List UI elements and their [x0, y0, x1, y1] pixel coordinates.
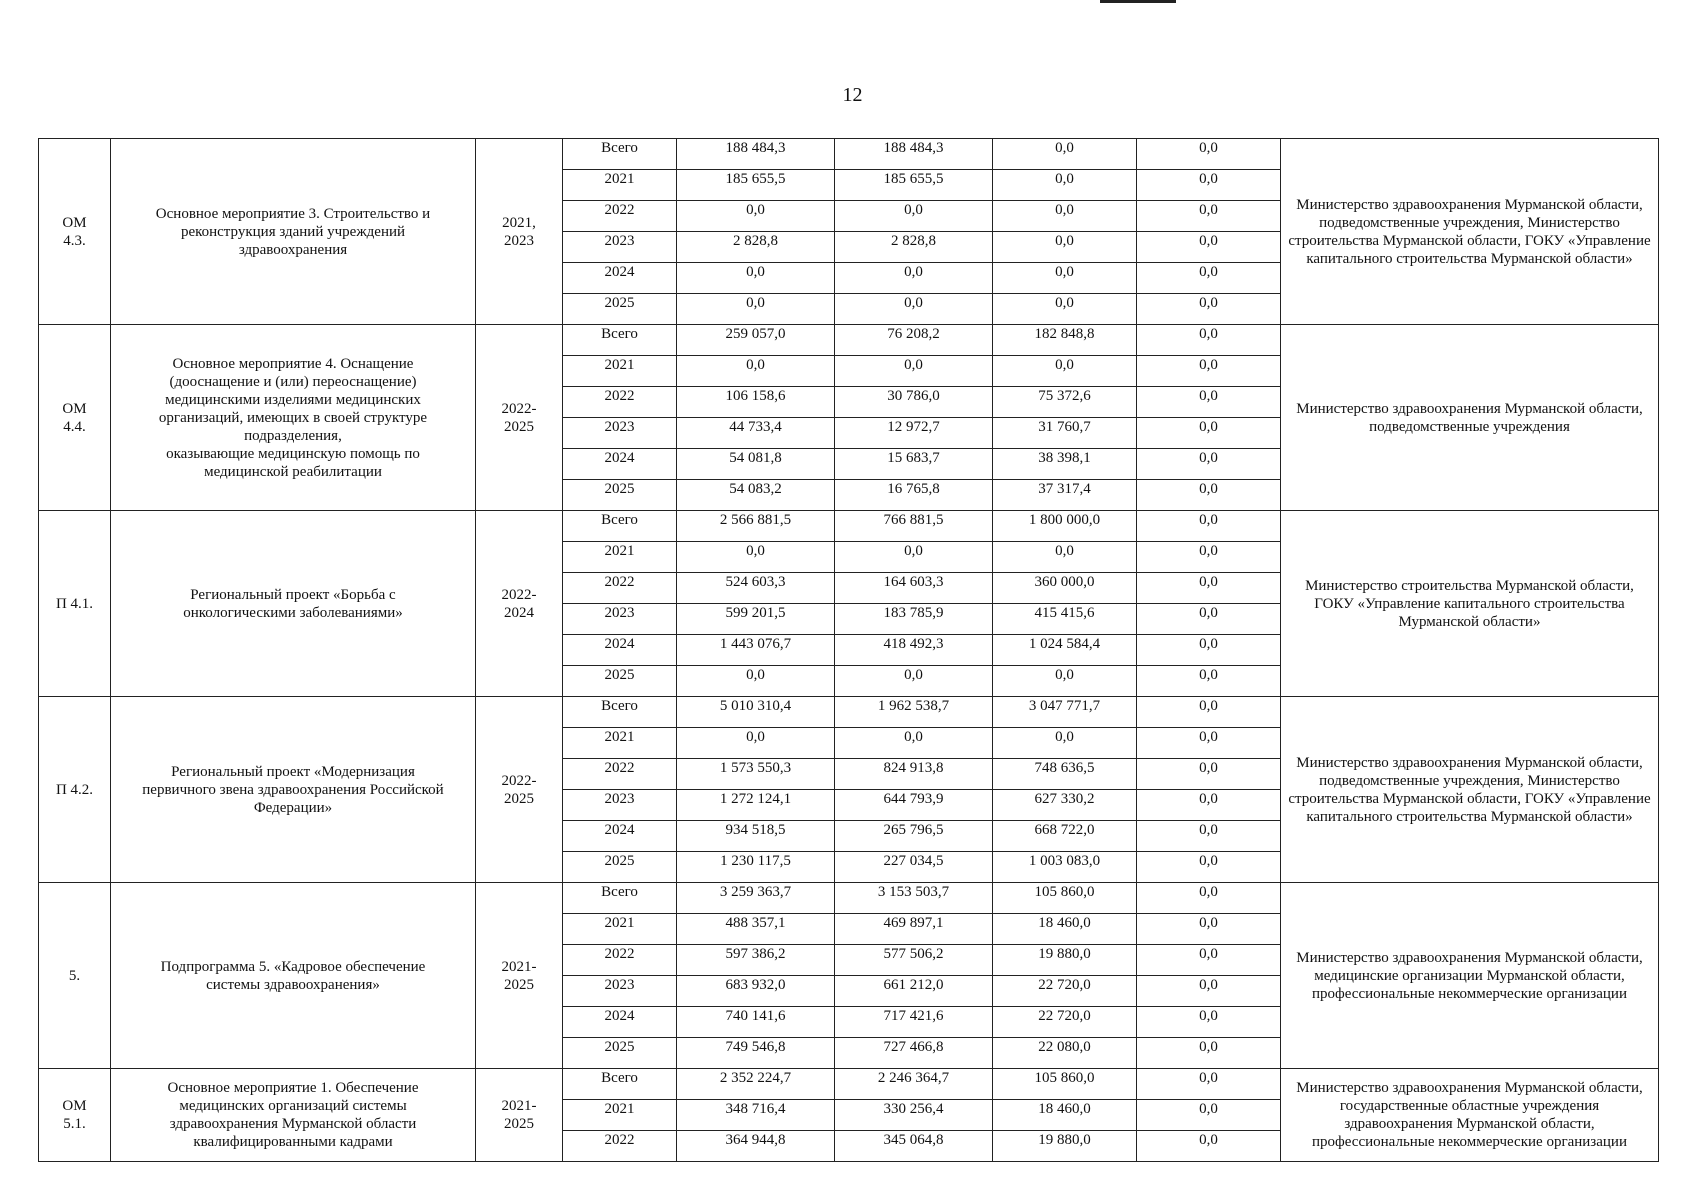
total-cell: 1 230 117,5: [677, 852, 835, 883]
year-cell: 2024: [563, 635, 677, 666]
year-cell: 2022: [563, 945, 677, 976]
federal-budget-cell: 37 317,4: [993, 480, 1137, 511]
measure-code: ОМ 4.3.: [39, 139, 111, 325]
federal-budget-cell: 1 800 000,0: [993, 511, 1137, 542]
regional-budget-cell: 727 466,8: [835, 1038, 993, 1069]
federal-budget-cell: 1 024 584,4: [993, 635, 1137, 666]
other-sources-cell: 0,0: [1137, 1038, 1281, 1069]
responsible-executors: Министерство здравоохранения Мурманской области, подведомственные учреждения, Министерство строительства Мурманской области, ГОКУ «Управление капитального строительства Мурманской области»: [1281, 697, 1659, 883]
measure-name: Основное мероприятие 4. Оснащение (дооснащение и (или) переоснащение) медицинскими изделиями медицинских организаций, имеющих в своей структуре подразделения, оказывающие медицинскую помощь по медицинской реабилитации: [111, 325, 476, 511]
federal-budget-cell: 18 460,0: [993, 1100, 1137, 1131]
year-cell: 2025: [563, 294, 677, 325]
budget-table-body: [39, 139, 1659, 1162]
federal-budget-cell: 0,0: [993, 139, 1137, 170]
other-sources-cell: 0,0: [1137, 914, 1281, 945]
total-cell: 740 141,6: [677, 1007, 835, 1038]
year-cell: 2024: [563, 1007, 677, 1038]
regional-budget-cell: 418 492,3: [835, 635, 993, 666]
measure-period: 2021, 2023: [476, 139, 563, 325]
total-cell: 54 081,8: [677, 449, 835, 480]
other-sources-cell: 0,0: [1137, 1100, 1281, 1131]
other-sources-cell: 0,0: [1137, 418, 1281, 449]
regional-budget-cell: 0,0: [835, 356, 993, 387]
measure-code: П 4.1.: [39, 511, 111, 697]
total-cell: 2 352 224,7: [677, 1069, 835, 1100]
regional-budget-cell: 185 655,5: [835, 170, 993, 201]
total-cell: 683 932,0: [677, 976, 835, 1007]
regional-budget-cell: 644 793,9: [835, 790, 993, 821]
other-sources-cell: 0,0: [1137, 728, 1281, 759]
federal-budget-cell: 0,0: [993, 170, 1137, 201]
other-sources-cell: 0,0: [1137, 883, 1281, 914]
year-cell: Всего: [563, 511, 677, 542]
federal-budget-cell: 0,0: [993, 232, 1137, 263]
other-sources-cell: 0,0: [1137, 604, 1281, 635]
total-cell: 0,0: [677, 728, 835, 759]
total-cell: 348 716,4: [677, 1100, 835, 1131]
year-cell: Всего: [563, 697, 677, 728]
other-sources-cell: 0,0: [1137, 790, 1281, 821]
total-cell: 597 386,2: [677, 945, 835, 976]
regional-budget-cell: 188 484,3: [835, 139, 993, 170]
federal-budget-cell: 360 000,0: [993, 573, 1137, 604]
measure-name: Региональный проект «Модернизация первичного звена здравоохранения Российской Федерации»: [111, 697, 476, 883]
other-sources-cell: 0,0: [1137, 325, 1281, 356]
other-sources-cell: 0,0: [1137, 201, 1281, 232]
total-cell: 0,0: [677, 201, 835, 232]
year-cell: 2023: [563, 790, 677, 821]
other-sources-cell: 0,0: [1137, 573, 1281, 604]
regional-budget-cell: 265 796,5: [835, 821, 993, 852]
year-cell: 2023: [563, 232, 677, 263]
year-cell: 2022: [563, 573, 677, 604]
measure-period: 2021- 2025: [476, 883, 563, 1069]
table-row: [39, 883, 1659, 914]
regional-budget-cell: 15 683,7: [835, 449, 993, 480]
top-edge-mark: [1100, 0, 1176, 3]
total-cell: 1 573 550,3: [677, 759, 835, 790]
federal-budget-cell: 0,0: [993, 201, 1137, 232]
total-cell: 364 944,8: [677, 1131, 835, 1162]
total-cell: 0,0: [677, 666, 835, 697]
other-sources-cell: 0,0: [1137, 232, 1281, 263]
year-cell: 2023: [563, 418, 677, 449]
total-cell: 599 201,5: [677, 604, 835, 635]
federal-budget-cell: 748 636,5: [993, 759, 1137, 790]
total-cell: 0,0: [677, 542, 835, 573]
total-cell: 749 546,8: [677, 1038, 835, 1069]
table-row: [39, 511, 1659, 542]
regional-budget-cell: 227 034,5: [835, 852, 993, 883]
year-cell: 2025: [563, 666, 677, 697]
total-cell: 44 733,4: [677, 418, 835, 449]
total-cell: 1 443 076,7: [677, 635, 835, 666]
total-cell: 188 484,3: [677, 139, 835, 170]
table-row: [39, 325, 1659, 356]
federal-budget-cell: 18 460,0: [993, 914, 1137, 945]
regional-budget-cell: 76 208,2: [835, 325, 993, 356]
other-sources-cell: 0,0: [1137, 852, 1281, 883]
other-sources-cell: 0,0: [1137, 976, 1281, 1007]
measure-period: 2022- 2025: [476, 325, 563, 511]
federal-budget-cell: 38 398,1: [993, 449, 1137, 480]
regional-budget-cell: 3 153 503,7: [835, 883, 993, 914]
total-cell: 259 057,0: [677, 325, 835, 356]
responsible-executors: Министерство здравоохранения Мурманской области, медицинские организации Мурманской области, профессиональные некоммерческие организации: [1281, 883, 1659, 1069]
other-sources-cell: 0,0: [1137, 387, 1281, 418]
year-cell: 2023: [563, 604, 677, 635]
year-cell: 2021: [563, 728, 677, 759]
total-cell: 524 603,3: [677, 573, 835, 604]
other-sources-cell: 0,0: [1137, 294, 1281, 325]
other-sources-cell: 0,0: [1137, 945, 1281, 976]
year-cell: 2022: [563, 1131, 677, 1162]
federal-budget-cell: 31 760,7: [993, 418, 1137, 449]
year-cell: 2021: [563, 542, 677, 573]
other-sources-cell: 0,0: [1137, 635, 1281, 666]
federal-budget-cell: 105 860,0: [993, 883, 1137, 914]
year-cell: 2021: [563, 356, 677, 387]
other-sources-cell: 0,0: [1137, 666, 1281, 697]
measure-code: 5.: [39, 883, 111, 1069]
federal-budget-cell: 22 720,0: [993, 1007, 1137, 1038]
regional-budget-cell: 0,0: [835, 666, 993, 697]
regional-budget-cell: 345 064,8: [835, 1131, 993, 1162]
total-cell: 2 566 881,5: [677, 511, 835, 542]
year-cell: 2022: [563, 387, 677, 418]
measure-name: Основное мероприятие 1. Обеспечение медицинских организаций системы здравоохранения Мурманской области квалифицированными кадрами: [111, 1069, 476, 1162]
regional-budget-cell: 0,0: [835, 294, 993, 325]
regional-budget-cell: 0,0: [835, 542, 993, 573]
other-sources-cell: 0,0: [1137, 480, 1281, 511]
year-cell: Всего: [563, 883, 677, 914]
regional-budget-cell: 766 881,5: [835, 511, 993, 542]
measure-name: Основное мероприятие 3. Строительство и реконструкция зданий учреждений здравоохранения: [111, 139, 476, 325]
federal-budget-cell: 668 722,0: [993, 821, 1137, 852]
regional-budget-cell: 824 913,8: [835, 759, 993, 790]
regional-budget-cell: 0,0: [835, 201, 993, 232]
federal-budget-cell: 105 860,0: [993, 1069, 1137, 1100]
measure-name: Подпрограмма 5. «Кадровое обеспечение системы здравоохранения»: [111, 883, 476, 1069]
federal-budget-cell: 415 415,6: [993, 604, 1137, 635]
year-cell: 2023: [563, 976, 677, 1007]
regional-budget-cell: 0,0: [835, 263, 993, 294]
federal-budget-cell: 627 330,2: [993, 790, 1137, 821]
table-row: [39, 1069, 1659, 1100]
total-cell: 106 158,6: [677, 387, 835, 418]
regional-budget-cell: 330 256,4: [835, 1100, 993, 1131]
regional-budget-cell: 183 785,9: [835, 604, 993, 635]
year-cell: Всего: [563, 325, 677, 356]
year-cell: 2024: [563, 449, 677, 480]
regional-budget-cell: 717 421,6: [835, 1007, 993, 1038]
year-cell: 2022: [563, 201, 677, 232]
federal-budget-cell: 22 720,0: [993, 976, 1137, 1007]
federal-budget-cell: 0,0: [993, 728, 1137, 759]
year-cell: Всего: [563, 139, 677, 170]
other-sources-cell: 0,0: [1137, 139, 1281, 170]
other-sources-cell: 0,0: [1137, 1131, 1281, 1162]
responsible-executors: Министерство здравоохранения Мурманской области, подведомственные учреждения, Министерство строительства Мурманской области, ГОКУ «Управление капитального строительства Мурманской области»: [1281, 139, 1659, 325]
federal-budget-cell: 19 880,0: [993, 945, 1137, 976]
other-sources-cell: 0,0: [1137, 697, 1281, 728]
budget-table: [38, 138, 1659, 1162]
regional-budget-cell: 2 828,8: [835, 232, 993, 263]
regional-budget-cell: 12 972,7: [835, 418, 993, 449]
measure-period: 2022- 2024: [476, 511, 563, 697]
other-sources-cell: 0,0: [1137, 1069, 1281, 1100]
federal-budget-cell: 1 003 083,0: [993, 852, 1137, 883]
measure-period: 2022- 2025: [476, 697, 563, 883]
responsible-executors: Министерство здравоохранения Мурманской области, государственные областные учреждения здравоохранения Мурманской области, профессиональные некоммерческие организации: [1281, 1069, 1659, 1162]
regional-budget-cell: 16 765,8: [835, 480, 993, 511]
total-cell: 0,0: [677, 263, 835, 294]
total-cell: 185 655,5: [677, 170, 835, 201]
regional-budget-cell: 577 506,2: [835, 945, 993, 976]
total-cell: 934 518,5: [677, 821, 835, 852]
federal-budget-cell: 0,0: [993, 356, 1137, 387]
year-cell: 2021: [563, 1100, 677, 1131]
year-cell: 2021: [563, 914, 677, 945]
federal-budget-cell: 3 047 771,7: [993, 697, 1137, 728]
responsible-executors: Министерство строительства Мурманской области, ГОКУ «Управление капитального строительства Мурманской области»: [1281, 511, 1659, 697]
federal-budget-cell: 0,0: [993, 666, 1137, 697]
table-row: [39, 697, 1659, 728]
federal-budget-cell: 0,0: [993, 263, 1137, 294]
other-sources-cell: 0,0: [1137, 449, 1281, 480]
year-cell: 2021: [563, 170, 677, 201]
measure-name: Региональный проект «Борьба с онкологическими заболеваниями»: [111, 511, 476, 697]
total-cell: 54 083,2: [677, 480, 835, 511]
federal-budget-cell: 75 372,6: [993, 387, 1137, 418]
regional-budget-cell: 30 786,0: [835, 387, 993, 418]
regional-budget-cell: 469 897,1: [835, 914, 993, 945]
responsible-executors: Министерство здравоохранения Мурманской области, подведомственные учреждения: [1281, 325, 1659, 511]
total-cell: 0,0: [677, 294, 835, 325]
year-cell: Всего: [563, 1069, 677, 1100]
year-cell: 2024: [563, 263, 677, 294]
year-cell: 2024: [563, 821, 677, 852]
other-sources-cell: 0,0: [1137, 356, 1281, 387]
federal-budget-cell: 22 080,0: [993, 1038, 1137, 1069]
measure-code: ОМ 4.4.: [39, 325, 111, 511]
total-cell: 488 357,1: [677, 914, 835, 945]
other-sources-cell: 0,0: [1137, 759, 1281, 790]
other-sources-cell: 0,0: [1137, 170, 1281, 201]
regional-budget-cell: 0,0: [835, 728, 993, 759]
page-number: 12: [842, 84, 863, 106]
year-cell: 2022: [563, 759, 677, 790]
total-cell: 0,0: [677, 356, 835, 387]
federal-budget-cell: 182 848,8: [993, 325, 1137, 356]
total-cell: 1 272 124,1: [677, 790, 835, 821]
total-cell: 2 828,8: [677, 232, 835, 263]
other-sources-cell: 0,0: [1137, 821, 1281, 852]
regional-budget-cell: 661 212,0: [835, 976, 993, 1007]
measure-code: П 4.2.: [39, 697, 111, 883]
other-sources-cell: 0,0: [1137, 511, 1281, 542]
year-cell: 2025: [563, 1038, 677, 1069]
federal-budget-cell: 0,0: [993, 542, 1137, 573]
total-cell: 3 259 363,7: [677, 883, 835, 914]
other-sources-cell: 0,0: [1137, 263, 1281, 294]
measure-period: 2021- 2025: [476, 1069, 563, 1162]
total-cell: 5 010 310,4: [677, 697, 835, 728]
federal-budget-cell: 19 880,0: [993, 1131, 1137, 1162]
regional-budget-cell: 1 962 538,7: [835, 697, 993, 728]
table-row: [39, 139, 1659, 170]
federal-budget-cell: 0,0: [993, 294, 1137, 325]
other-sources-cell: 0,0: [1137, 1007, 1281, 1038]
year-cell: 2025: [563, 852, 677, 883]
other-sources-cell: 0,0: [1137, 542, 1281, 573]
year-cell: 2025: [563, 480, 677, 511]
regional-budget-cell: 2 246 364,7: [835, 1069, 993, 1100]
regional-budget-cell: 164 603,3: [835, 573, 993, 604]
measure-code: ОМ 5.1.: [39, 1069, 111, 1162]
